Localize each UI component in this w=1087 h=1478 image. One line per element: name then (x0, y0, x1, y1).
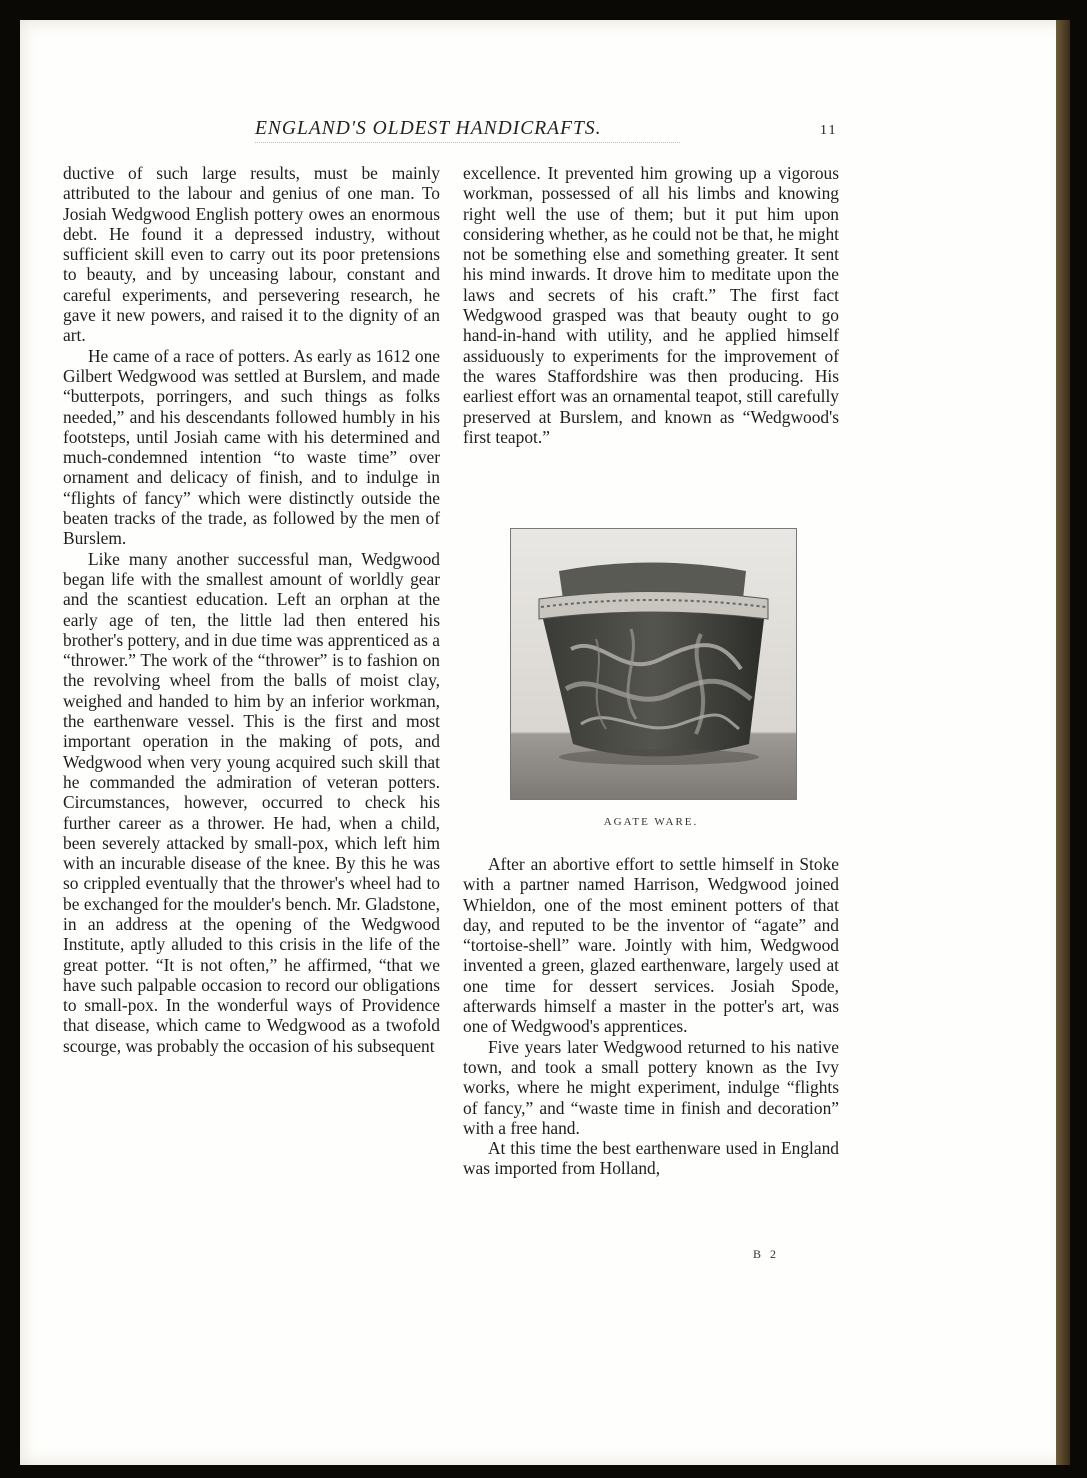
paragraph: excellence. It prevented him growing up a vigorous workman, possessed of all his limbs and knowing right well the use of them; but it put him upon considering whether, as he could not be that, he might not be something else and something greater. It sent his mind inwards. It drove him to meditate upon the laws and secrets of his craft.” The first fact Wedgwood grasped was that beauty ought to go hand-in-hand with utility, and he applied himself assiduously to experiments for the improvement of the wares Staffordshire was then producing. His earliest effort was an ornamental teapot, still carefully preserved at Burslem, and known as “Wedgwood's first teapot.” (463, 163, 839, 447)
running-header-title: ENGLAND'S OLDEST HANDICRAFTS. (255, 118, 602, 139)
paragraph: Like many another successful man, Wedgwood began life with the smallest amount of worldly gear and the scantiest education. Left an orphan at the early age of ten, the little lad then entered his brother's pottery, and in due time was apprenticed as a “thrower.” The work of the “thrower” is to fashion on the revolving wheel from the balls of moist clay, weighed and handed to him by an inferior workman, the earthenware vessel. This is the first and most important operation in the making of pots, and Wedgwood when very young acquired such skill that he commanded the admiration of veteran potters. Circumstances, however, occurred to check his further career as a thrower. He had, when a child, been severely attacked by small-pox, which left him with an incurable disease of the knee. By this he was so crippled eventually that the thrower's wheel had to be exchanged for the moulder's bench. Mr. Gladstone, in an address at the opening of the Wedgwood Institute, aptly alluded to this crisis in the life of the great potter. “It is not often,” he affirmed, “that we have such palpable occasion to record our obligations to small-pox. In the wonderful ways of Providence that disease, which came to Wedgwood as a twofold scourge, was probably the occasion of his subsequent (63, 548, 440, 1056)
paragraph: After an abortive effort to settle himself in Stoke with a partner named Harrison, Wedgwood joined Whieldon, one of the most eminent potters of that day, and reputed to be the inventor of “agate” and “tortoise-shell” ware. Jointly with him, Wedgwood invented a green, glazed earthenware, largely used at one time for dessert services. Josiah Spode, afterwards himself a master in the potter's art, was one of Wedgwood's apprentices. (463, 854, 839, 1037)
right-column-top (463, 163, 839, 447)
signature-mark: B 2 (753, 1247, 780, 1261)
paragraph: Five years later Wedgwood returned to his native town, and took a small pottery known as the Ivy works, where he might experiment, indulge “flights of fancy,” and “waste time in finish and decoration” with a free hand. (463, 1036, 839, 1138)
paragraph: At this time the best earthenware used in England was imported from Holland, (463, 1138, 839, 1179)
figure-caption: AGATE WARE. (603, 816, 699, 828)
header-rule (255, 142, 680, 143)
paragraph: ductive of such large results, must be mainly attributed to the labour and genius of one man. To Josiah Wedgwood English pottery owes an enormous debt. He found it a depressed industry, without sufficient skill even to carry out its poor pretensions to beauty, and by unceasing labour, constant and careful experiments, and persevering research, he gave it new powers, and raised it to the dignity of an art. (63, 163, 440, 346)
agate-ware-illustration (510, 528, 797, 800)
right-column-bottom (463, 854, 839, 1179)
page-number: 11 (820, 123, 838, 138)
agate-ware-pot-image (511, 529, 796, 799)
book-spine-edge (1056, 20, 1070, 1465)
paragraph: He came of a race of potters. As early as 1612 one Gilbert Wedgwood was settled at Burslem, and made “butterpots, porringers, and such things as folks needed,” and his descendants followed humbly in his footsteps, until Josiah came with his determined and much-condemned intention “to waste time” over ornament and delicacy of finish, and to indulge in “flights of fancy” which were distinctly outside the beaten tracks of the trade, as followed by the men of Burslem. (63, 345, 440, 549)
left-column (63, 163, 440, 1056)
book-page (20, 20, 1070, 1465)
